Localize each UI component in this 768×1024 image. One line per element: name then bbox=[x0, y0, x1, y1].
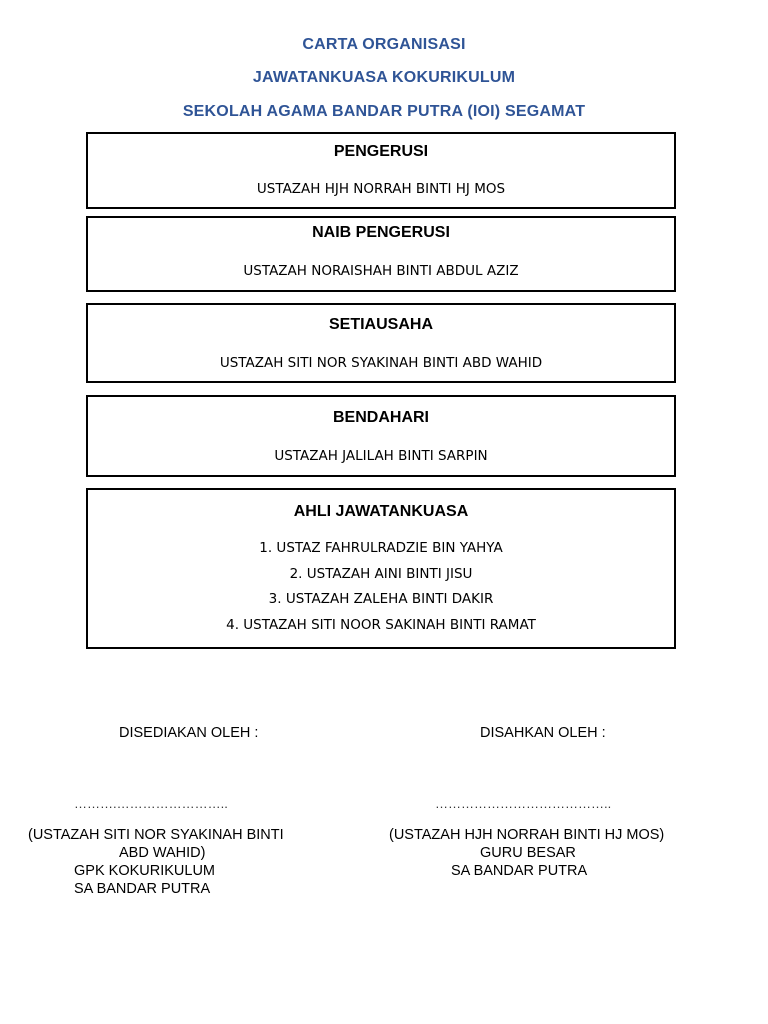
box-heading-naib-pengerusi: NAIB PENGERUSI bbox=[312, 224, 450, 241]
box-heading-setiausaha: SETIAUSAHA bbox=[328, 316, 433, 333]
prepared-by-signature-line: ……….…………………….. bbox=[74, 796, 228, 811]
box-bendahari bbox=[86, 395, 676, 477]
approved-by-signature-line: ………………………………….. bbox=[435, 796, 612, 811]
member-list bbox=[88, 536, 674, 639]
box-name-setiausaha: USTAZAH SITI NOR SYAKINAH BINTI ABD WAHID bbox=[219, 355, 543, 371]
approved-by-position: GURU BESAR bbox=[480, 845, 576, 861]
list-item: 2. USTAZAH AINI BINTI JISU bbox=[289, 565, 473, 582]
prepared-by-name-line2: ABD WAHID) bbox=[119, 845, 206, 861]
list-item: 1. USTAZ FAHRULRADZIE BIN YAHYA bbox=[259, 540, 503, 556]
box-name-bendahari: USTAZAH JALILAH BINTI SARPIN bbox=[274, 448, 488, 464]
committee-title: JAWATANKUASA KOKURIKULUM bbox=[252, 69, 516, 86]
box-heading-pengerusi: PENGERUSI bbox=[333, 143, 429, 160]
box-naib-pengerusi bbox=[86, 216, 676, 292]
prepared-by-position: GPK KOKURIKULUM bbox=[74, 863, 215, 879]
box-heading-bendahari: BENDAHARI bbox=[333, 409, 429, 426]
box-pengerusi bbox=[86, 132, 676, 209]
chart-title: CARTA ORGANISASI bbox=[302, 36, 466, 53]
box-setiausaha bbox=[86, 303, 676, 383]
prepared-by-label: DISEDIAKAN OLEH : bbox=[119, 725, 259, 741]
box-name-pengerusi: USTAZAH HJH NORRAH BINTI HJ MOS bbox=[256, 181, 506, 197]
box-heading-ahli: AHLI JAWATANKUASA bbox=[293, 503, 469, 520]
box-ahli-jawatankuasa bbox=[86, 488, 676, 649]
list-item: 3. USTAZAH ZALEHA BINTI DAKIR bbox=[268, 591, 494, 608]
school-title: SEKOLAH AGAMA BANDAR PUTRA (IOI) SEGAMAT bbox=[182, 103, 586, 120]
prepared-by-school: SA BANDAR PUTRA bbox=[74, 881, 211, 897]
approved-by-school: SA BANDAR PUTRA bbox=[451, 863, 588, 879]
approved-by-label: DISAHKAN OLEH : bbox=[480, 725, 606, 741]
list-item: 4. USTAZAH SITI NOOR SAKINAH BINTI RAMAT bbox=[226, 617, 536, 634]
box-name-naib-pengerusi: USTAZAH NORAISHAH BINTI ABDUL AZIZ bbox=[243, 263, 519, 279]
prepared-by-name-line1: (USTAZAH SITI NOR SYAKINAH BINTI bbox=[28, 827, 284, 843]
approved-by-name: (USTAZAH HJH NORRAH BINTI HJ MOS) bbox=[389, 827, 665, 843]
